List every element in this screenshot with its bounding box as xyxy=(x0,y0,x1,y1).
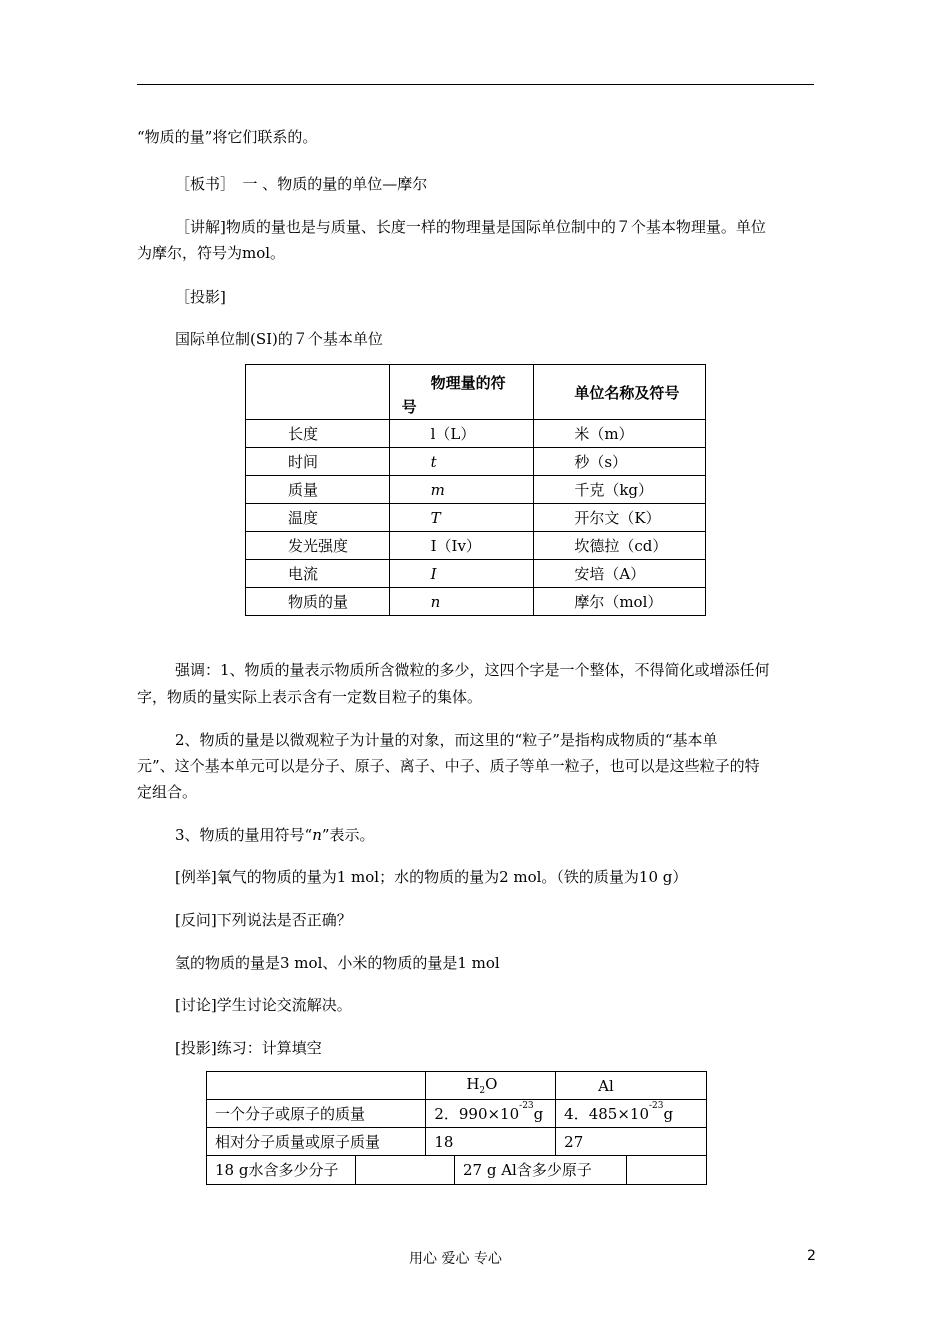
unit-name-cell: 坎德拉（cd） xyxy=(534,532,706,560)
calc-row-relative-label: 相对分子质量或原子质量 xyxy=(207,1128,426,1156)
quantity-symbol-cell: I（Iv） xyxy=(389,532,534,560)
quantity-name-cell: 电流 xyxy=(246,560,390,588)
paragraph-emphasis: 强调：1、物质的量表示物质所含微粒的多少，这四个字是一个整体，不得简化或增添任何 xyxy=(175,661,770,679)
paragraph-question: [反问]下列说法是否正确？ xyxy=(175,911,352,929)
calc-header-blank xyxy=(207,1072,426,1100)
calc-row-relative-water: 18 xyxy=(426,1128,556,1156)
header-rule xyxy=(137,84,814,85)
mass-water-base: 2．990×10 xyxy=(434,1105,520,1123)
mass-al-unit: g xyxy=(663,1105,674,1123)
calc-q1: 18 g水含多少分子 xyxy=(207,1156,356,1184)
table-row xyxy=(246,420,706,448)
paragraph-exercise: [投影]练习：计算填空 xyxy=(175,1039,322,1057)
paragraph-statement: 氢的物质的量是3 mol、小米的物质的量是1 mol xyxy=(175,954,500,972)
quantity-symbol-cell: m xyxy=(389,476,534,504)
header-symbol-line1: 物理量的符 xyxy=(430,374,506,392)
calc-q1-answer xyxy=(356,1156,455,1184)
water-sub: 2 xyxy=(479,1086,486,1096)
paragraph-point2-end: 定组合。 xyxy=(137,783,198,801)
header-cell-blank xyxy=(246,365,390,420)
unit-name-cell: 千克（kg） xyxy=(534,476,706,504)
calc-row-count-split xyxy=(207,1156,706,1184)
table-row xyxy=(246,476,706,504)
unit-name-cell: 安培（A） xyxy=(534,560,706,588)
quantity-name-cell: 时间 xyxy=(246,448,390,476)
quantity-name-cell: 温度 xyxy=(246,504,390,532)
mass-water-exp: -23 xyxy=(519,1101,534,1111)
calc-row-count xyxy=(207,1156,707,1185)
calc-row-relative xyxy=(207,1128,707,1156)
quantity-name-cell: 物质的量 xyxy=(246,588,390,616)
table-row xyxy=(246,532,706,560)
header-cell-symbol xyxy=(389,365,534,420)
calc-row-count-cell xyxy=(207,1156,707,1185)
unit-name-cell: 秒（s） xyxy=(534,448,706,476)
calc-row-mass xyxy=(207,1100,707,1128)
table-row xyxy=(246,560,706,588)
calc-q2-answer xyxy=(627,1156,706,1184)
paragraph-explain-cont: 为摩尔，符号为mol。 xyxy=(137,244,286,262)
unit-name-cell: 开尔文（K） xyxy=(534,504,706,532)
unit-name-cell: 米（m） xyxy=(534,420,706,448)
paragraph: “物质的量”将它们联系的。 xyxy=(137,128,318,146)
quantity-symbol-cell: l（L） xyxy=(389,420,534,448)
point3-symbol: n xyxy=(312,826,322,844)
quantity-name-cell: 长度 xyxy=(246,420,390,448)
calc-q2: 27 g Al含多少原子 xyxy=(455,1156,627,1184)
calc-row-mass-al xyxy=(556,1100,707,1128)
header-symbol-line2: 号 xyxy=(401,398,417,416)
unit-name-cell: 摩尔（mol） xyxy=(534,588,706,616)
page-number: 2 xyxy=(807,1248,816,1264)
calc-header-row xyxy=(207,1072,707,1100)
calc-row-relative-al: 27 xyxy=(556,1128,707,1156)
point3-pre: 3、物质的量用符号“ xyxy=(175,826,313,844)
calc-row-mass-water xyxy=(426,1100,556,1128)
calc-header-water xyxy=(426,1072,556,1100)
quantity-symbol-cell: n xyxy=(389,588,534,616)
paragraph-discussion: [讨论]学生讨论交流解决。 xyxy=(175,996,352,1014)
quantity-name-cell: 质量 xyxy=(246,476,390,504)
table-row xyxy=(246,448,706,476)
paragraph-example: [例举]氧气的物质的量为1 mol；水的物质的量为2 mol。（铁的质量为10 g） xyxy=(175,868,688,886)
calc-table xyxy=(206,1071,707,1185)
si-units-table xyxy=(245,364,706,616)
calc-header-al: Al xyxy=(556,1072,707,1100)
mass-al-exp: -23 xyxy=(649,1101,664,1111)
paragraph-board: ［板书］ 一 、物质的量的单位—摩尔 xyxy=(175,175,428,193)
paragraph-explain: ［讲解]物质的量也是与质量、长度一样的物理量是国际单位制中的７个基本物理量。单位 xyxy=(175,218,766,236)
paragraph-point2-cont: 元”、这个基本单元可以是分子、原子、离子、中子、质子等单一粒子，也可以是这些粒子的特 xyxy=(137,757,760,775)
paragraph-point2: 2、物质的量是以微观粒子为计量的对象，而这里的“粒子”是指构成物质的“基本单 xyxy=(175,731,718,749)
quantity-symbol-cell: T xyxy=(389,504,534,532)
paragraph-point3 xyxy=(175,825,375,845)
table-header-row xyxy=(246,365,706,420)
quantity-symbol-cell: I xyxy=(389,560,534,588)
header-cell-unit: 单位名称及符号 xyxy=(534,365,706,420)
water-base: H xyxy=(466,1075,480,1093)
paragraph-emphasis-cont: 字，物质的量实际上表示含有一定数目粒子的集体。 xyxy=(137,688,483,706)
water-tail: O xyxy=(485,1075,498,1093)
footer-motto: 用心 爱心 专心 xyxy=(409,1251,502,1267)
calc-row-mass-label: 一个分子或原子的质量 xyxy=(207,1100,426,1128)
table-caption: 国际单位制(SI)的７个基本单位 xyxy=(175,330,383,348)
mass-al-base: 4．485×10 xyxy=(564,1105,650,1123)
quantity-symbol-cell: t xyxy=(389,448,534,476)
mass-water-unit: g xyxy=(533,1105,544,1123)
table-row xyxy=(246,504,706,532)
point3-post: ”表示。 xyxy=(321,826,375,844)
paragraph-projection: ［投影] xyxy=(175,288,226,306)
table-row xyxy=(246,588,706,616)
quantity-name-cell: 发光强度 xyxy=(246,532,390,560)
